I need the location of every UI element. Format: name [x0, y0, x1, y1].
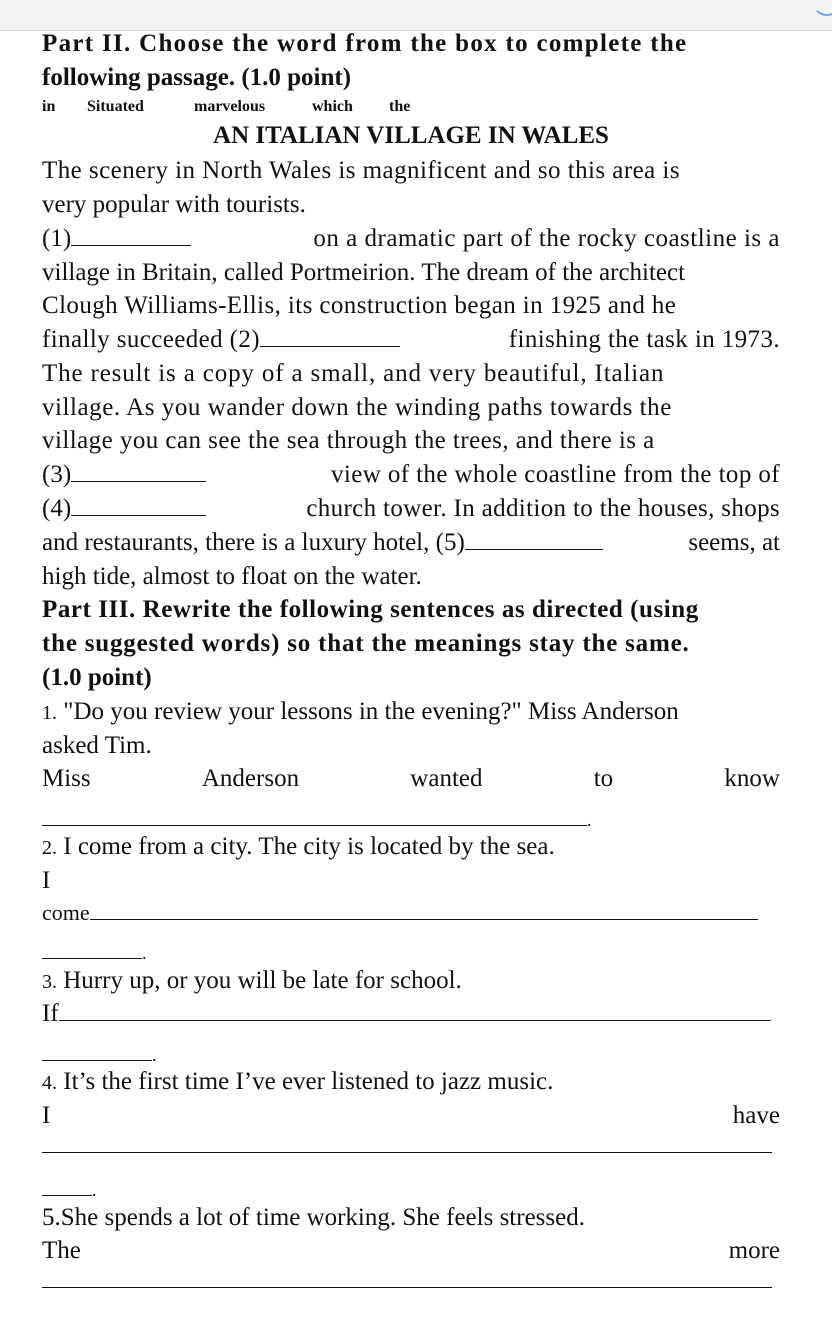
- question-1-line1: [42, 698, 780, 726]
- prompt-word: wanted: [410, 765, 483, 792]
- answer-blank[interactable]: [42, 1194, 92, 1196]
- box-word-in: in: [42, 98, 56, 115]
- part3-heading-line2: the suggested words) so that the meanings stay the same.: [42, 630, 690, 657]
- question-2-number: 2.: [42, 837, 57, 859]
- passage-text: church tower. In addition to the houses, shops: [306, 495, 780, 522]
- blank-1[interactable]: [71, 244, 191, 246]
- question-2-prompt: I: [42, 867, 51, 894]
- passage-line: The result is a copy of a small, and very beautiful, Italian: [42, 360, 665, 387]
- passage-text: on a dramatic part of the rocky coastline is a: [313, 225, 780, 252]
- answer-blank[interactable]: [90, 918, 758, 920]
- blank-1-group: [42, 225, 191, 253]
- question-2-answer-end: [42, 938, 780, 966]
- passage-line: very popular with tourists.: [42, 191, 306, 218]
- part3-heading-line3: (1.0 point): [42, 664, 152, 691]
- question-4-number: 4.: [42, 1072, 57, 1094]
- question-2-answer-line: [42, 900, 780, 926]
- box-word-the: the: [389, 98, 411, 115]
- prompt-word: to: [593, 765, 614, 792]
- blank-3[interactable]: [71, 480, 206, 482]
- answer-blank[interactable]: [42, 1286, 772, 1288]
- prompt-word: know: [724, 765, 780, 792]
- question-4-answer-line: [42, 1140, 780, 1158]
- blank-4-group: [42, 495, 206, 523]
- question-2-text: I come from a city. The city is located by the sea.: [63, 833, 555, 860]
- prompt-word: If: [42, 1000, 59, 1027]
- prompt-word: Miss: [42, 765, 91, 792]
- question-5-prompt: [42, 1237, 780, 1265]
- answer-blank[interactable]: [42, 957, 142, 959]
- prompt-word: have: [732, 1102, 780, 1129]
- question-2-line: [42, 833, 780, 861]
- question-3-answer-line: [42, 1000, 780, 1028]
- question-5-line: 5.She spends a lot of time working. She feels stressed.: [42, 1204, 585, 1231]
- blank-3-group: [42, 461, 206, 489]
- word-box: [42, 98, 780, 120]
- prompt-word: come: [42, 900, 90, 925]
- prompt-word: I: [42, 1102, 51, 1129]
- period: .: [587, 810, 592, 830]
- period: .: [142, 943, 147, 963]
- question-1-text: "Do you review your lessons in the evening?" Miss Anderson: [63, 698, 679, 725]
- blank-2[interactable]: [260, 345, 400, 347]
- answer-blank[interactable]: [42, 1151, 772, 1153]
- loading-arc-icon: [812, 0, 832, 16]
- question-4-text: It’s the first time I’ve ever listened to jazz music.: [63, 1068, 554, 1095]
- passage-text: and restaurants, there is a luxury hotel, (5): [42, 529, 465, 556]
- answer-blank[interactable]: [59, 1019, 771, 1021]
- passage-line-blank-5: [42, 529, 780, 557]
- question-1-line2: asked Tim.: [42, 732, 152, 759]
- box-word-situated: Situated: [87, 98, 144, 115]
- question-3-text: Hurry up, or you will be late for school.: [63, 967, 462, 994]
- question-1-prompt: [42, 765, 780, 793]
- question-3-answer-end: [42, 1040, 780, 1068]
- blank-4[interactable]: [71, 514, 206, 516]
- question-1-answer-line: [42, 805, 780, 833]
- part2-heading-line2: following passage. (1.0 point): [42, 64, 352, 91]
- part3-heading-line1: Part III. Rewrite the following sentences as directed (using: [42, 596, 699, 623]
- question-4-line: [42, 1068, 780, 1096]
- passage-text: seems, at: [688, 529, 780, 556]
- period: .: [152, 1045, 157, 1065]
- question-3-number: 3.: [42, 971, 57, 993]
- question-5-answer-line: [42, 1275, 780, 1293]
- passage-line: high tide, almost to float on the water.: [42, 563, 422, 590]
- passage-line: village in Britain, called Portmeirion. The dream of the architect: [42, 259, 686, 286]
- passage-line-blank-2: [42, 326, 780, 354]
- passage-line: The scenery in North Wales is magnificent and so this area is: [42, 157, 680, 184]
- part2-heading-text: Part II. Choose the word from the box to complete the: [42, 30, 688, 57]
- blank-3-number: (3): [42, 461, 72, 488]
- blank-2-group: [42, 326, 400, 354]
- answer-blank[interactable]: [42, 824, 587, 826]
- passage-line-blank-1: [42, 225, 780, 253]
- question-3-line: [42, 967, 780, 995]
- passage-title: AN ITALIAN VILLAGE IN WALES: [213, 122, 609, 149]
- box-word-which: which: [312, 98, 353, 115]
- passage-line: Clough Williams-Ellis, its construction began in 1925 and he: [42, 292, 677, 319]
- answer-blank[interactable]: [42, 1059, 152, 1061]
- question-4-answer-end: [42, 1175, 780, 1203]
- question-1-number: 1.: [42, 702, 57, 724]
- blank-1-number: (1): [42, 225, 72, 252]
- part2-heading-line1: [42, 30, 780, 58]
- passage-text: finally succeeded (2): [42, 326, 261, 353]
- prompt-word: Anderson: [201, 765, 300, 792]
- passage-line-blank-3: [42, 461, 780, 489]
- prompt-word: The: [42, 1237, 81, 1264]
- passage-line: village. As you wander down the winding paths towards the: [42, 394, 672, 421]
- blank-5-group: [42, 529, 603, 557]
- period: .: [92, 1180, 97, 1200]
- passage-text: finishing the task in 1973.: [508, 326, 780, 353]
- top-bar: [0, 0, 832, 31]
- box-word-marvelous: marvelous: [194, 98, 266, 115]
- blank-5[interactable]: [465, 548, 603, 550]
- prompt-word: more: [728, 1237, 780, 1264]
- passage-line: village you can see the sea through the trees, and there is a: [42, 427, 655, 454]
- passage-line-blank-4: [42, 495, 780, 523]
- blank-4-number: (4): [42, 495, 72, 522]
- question-4-prompt: [42, 1102, 780, 1130]
- passage-text: view of the whole coastline from the top of: [330, 461, 780, 488]
